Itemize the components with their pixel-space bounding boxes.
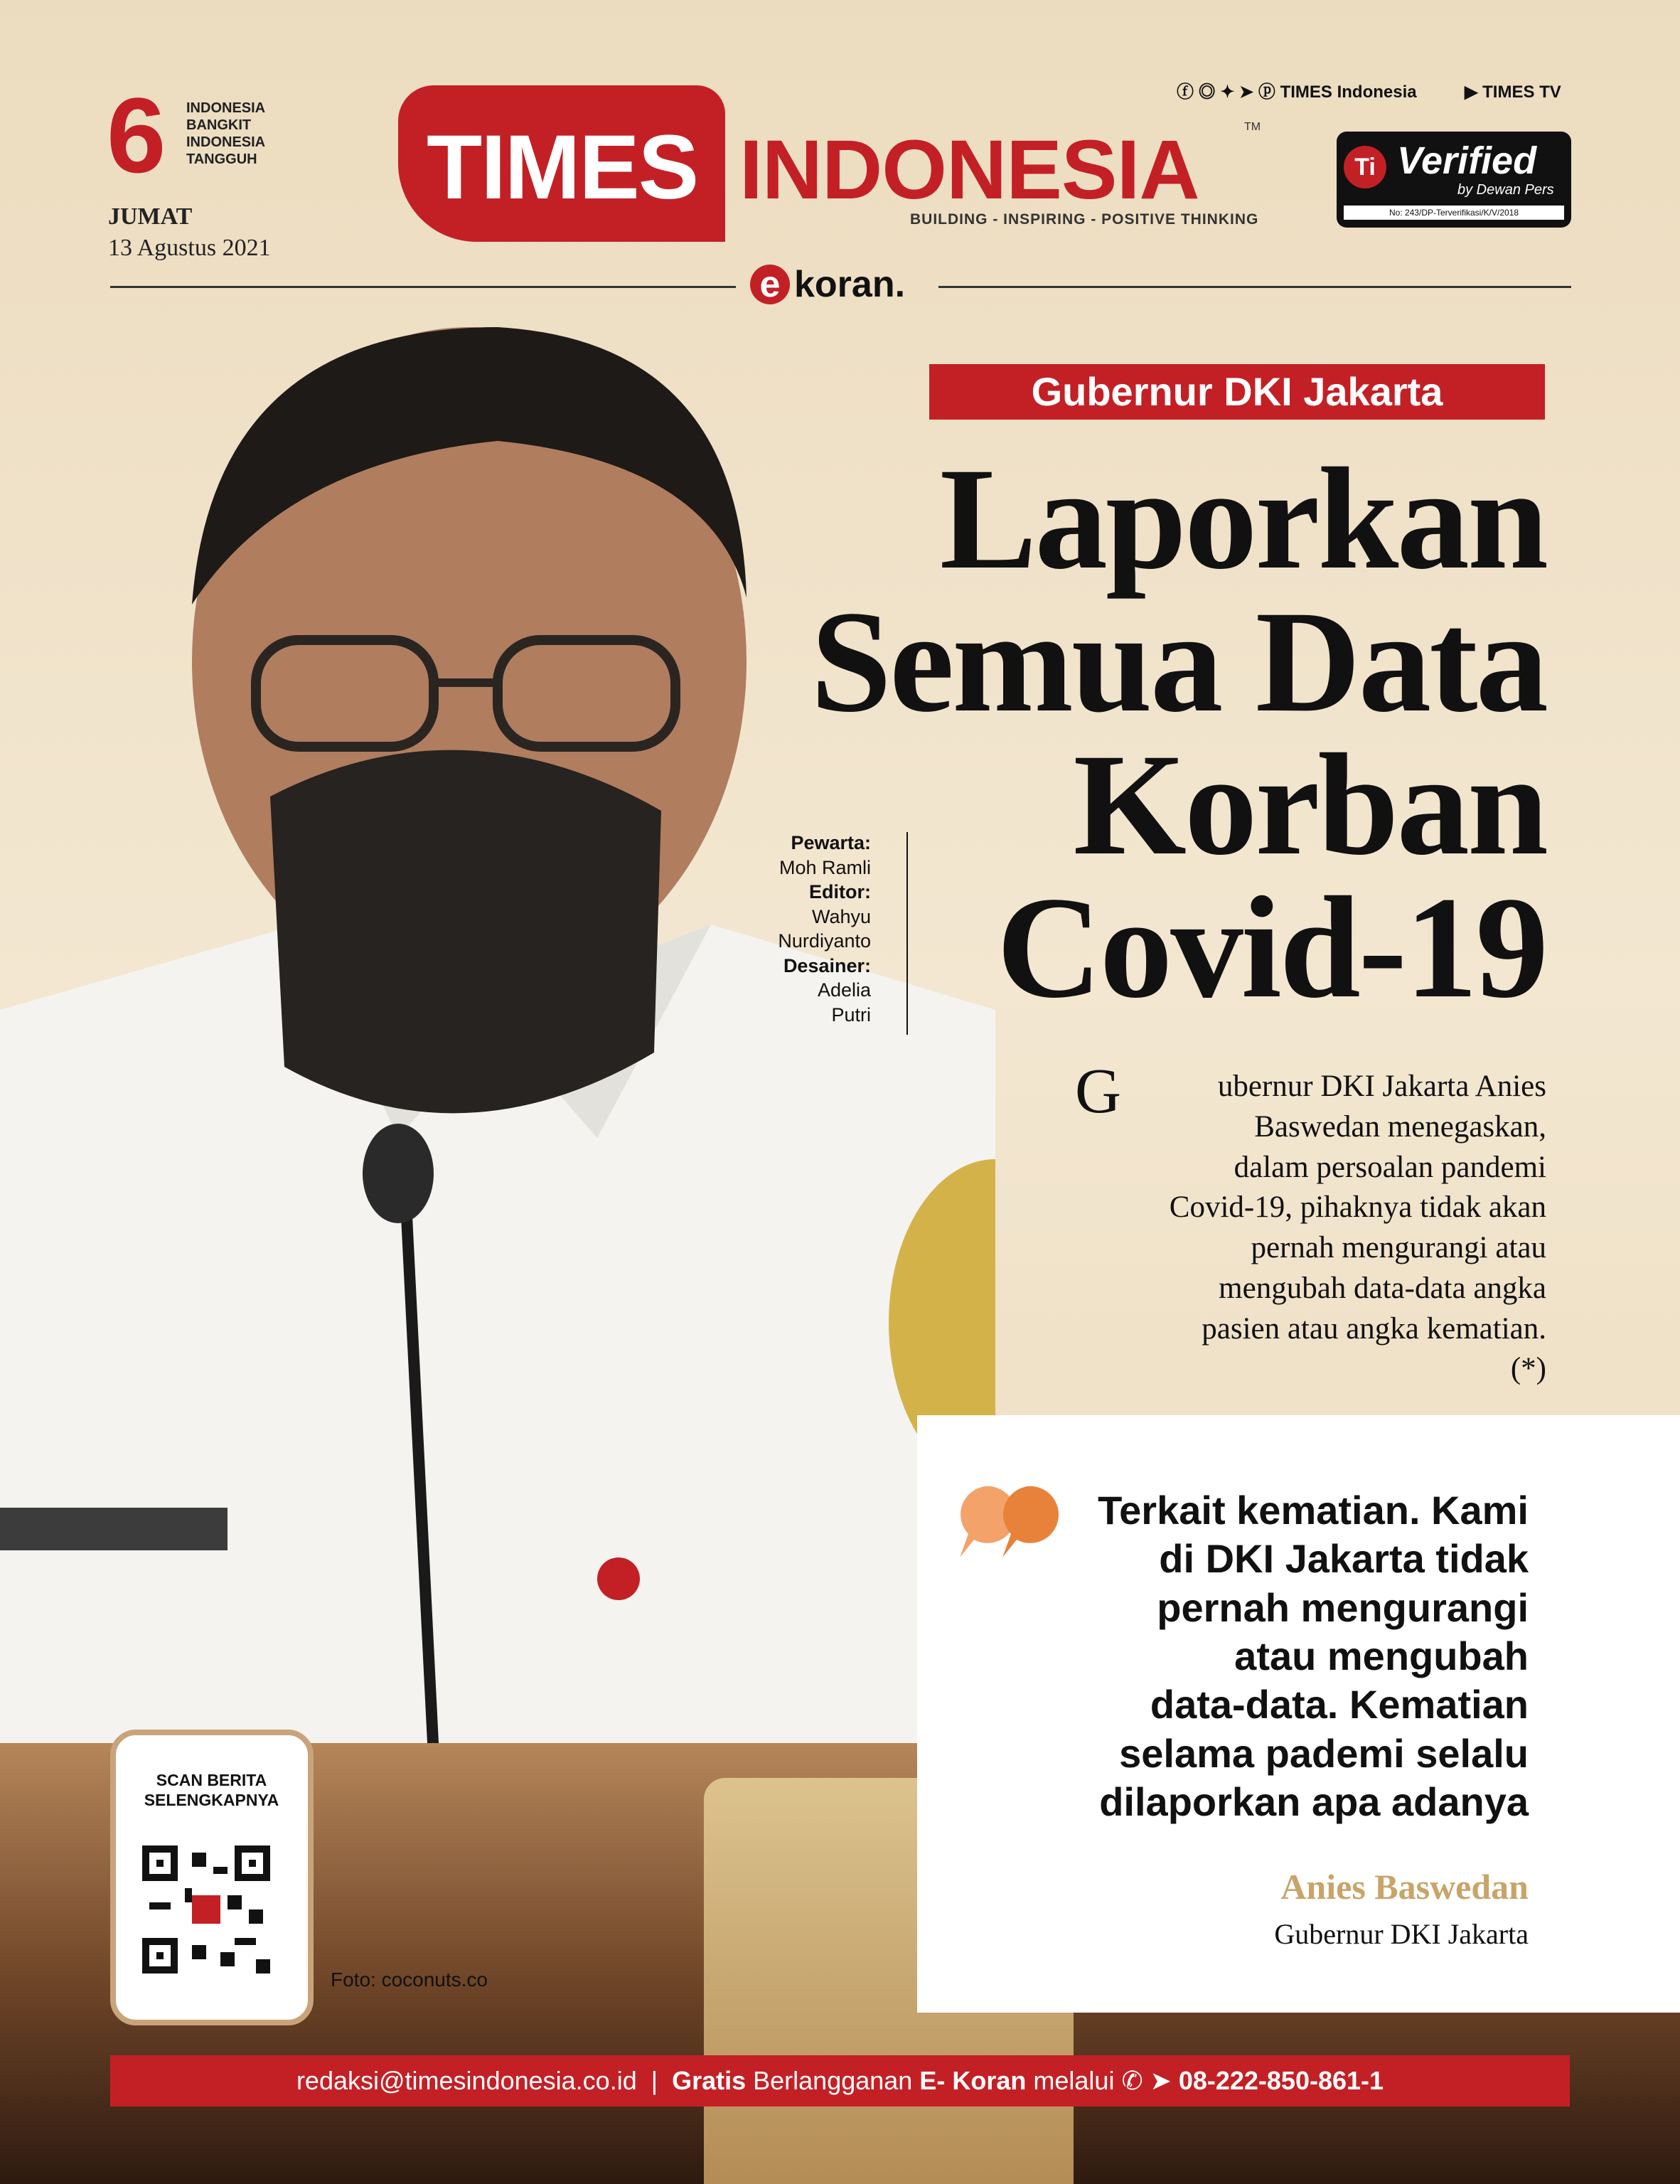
edition-label: koran. (794, 264, 906, 305)
pewarta-name: Moh Ramli (779, 856, 871, 878)
issue-day: JUMAT (108, 203, 193, 230)
divider-left (110, 286, 736, 288)
slogan-line: INDONESIA (186, 134, 266, 150)
kicker: Gubernur DKI Jakarta (929, 364, 1545, 420)
desainer-name: Putri (831, 1003, 871, 1026)
quote-line: Terkait kematian. Kami (1098, 1488, 1529, 1533)
facebook-icon[interactable]: ⓕ (1177, 82, 1194, 102)
footer-phone[interactable]: 08-222-850-861-1 (1178, 2066, 1384, 2095)
quote-line: di DKI Jakarta tidak (1159, 1536, 1529, 1582)
headline-line: Korban (1073, 723, 1546, 885)
instagram-icon[interactable]: ◎ (1198, 82, 1216, 102)
lead-line: pernah mengurangi atau (1251, 1231, 1546, 1264)
twitter-icon[interactable]: ✦ (1220, 82, 1235, 102)
verified-number: No: 243/DP-Terverifikasi/K/V/2018 (1344, 206, 1564, 220)
anniversary-slogan (186, 100, 265, 168)
editor-label: Editor: (809, 881, 871, 903)
trademark: TM (1244, 121, 1261, 133)
slogan-line: BANGKIT (186, 117, 252, 133)
ekoran-logo (750, 265, 905, 304)
quote-author: Anies Baswedan (1280, 1867, 1529, 1907)
lead-line: Baswedan menegaskan, (1254, 1109, 1546, 1144)
qr-code[interactable] (142, 1845, 270, 1973)
headline-line: Covid-19 (996, 866, 1546, 1028)
pewarta-label: Pewarta: (791, 832, 871, 853)
telegram-icon: ➤ (1150, 2066, 1172, 2095)
quote-line: dilaporkan apa adanya (1099, 1779, 1529, 1824)
verified-by: by Dewan Pers (1457, 182, 1554, 198)
quote-line: data-data. Kematian (1150, 1682, 1529, 1727)
tv-label[interactable]: TIMES TV (1482, 82, 1561, 102)
footer-email[interactable]: redaksi@timesindonesia.co.id (296, 2066, 637, 2095)
youtube-icon[interactable]: ▶ (1465, 82, 1478, 102)
slogan-line: TANGGUH (186, 151, 257, 167)
quote-line: selama pademi selalu (1119, 1730, 1529, 1776)
footer-gratis: Gratis (672, 2066, 747, 2095)
scan-line: SELENGKAPNYA (144, 1790, 279, 1809)
social-links[interactable] (1177, 84, 1417, 101)
lead-line: dalam persoalan pandemi (1234, 1150, 1546, 1184)
lead-line: (*) (1510, 1352, 1546, 1386)
slogan-line: INDONESIA (186, 100, 266, 116)
quote-line: atau mengubah (1234, 1633, 1529, 1678)
lead-line: pasien atau angka kematian. (1202, 1311, 1546, 1346)
footer-text-2: melalui (1033, 2066, 1115, 2095)
editor-name: Nurdiyanto (778, 930, 871, 952)
lead-dropcap: G (1075, 1056, 1121, 1126)
logo-times: TIMES (427, 117, 698, 218)
quote-text (1066, 1486, 1529, 1826)
footer-ekoran: E- Koran (919, 2066, 1027, 2095)
ti-icon: Ti (1344, 146, 1386, 188)
credits (697, 831, 871, 1027)
quote-author-role: Gubernur DKI Jakarta (1274, 1918, 1529, 1950)
footer-text-1: Berlangganan (753, 2066, 913, 2095)
anniversary-number: 6 (107, 75, 166, 195)
lead-line: mengubah data-data angka (1219, 1271, 1546, 1305)
lead-line: ubernur DKI Jakarta Anies (1217, 1070, 1546, 1103)
lead-line: Covid-19, pihaknya tidak akan (1169, 1190, 1546, 1225)
quote-bubble-icon (953, 1483, 1059, 1568)
photo-credit: Foto: coconuts.co (331, 1969, 488, 1991)
headline-line: Laporkan (939, 438, 1546, 600)
telegram-icon[interactable]: ➤ (1239, 82, 1254, 102)
headline-line: Semua Data (810, 580, 1546, 742)
quote-line: pernah mengurangi (1157, 1584, 1529, 1630)
credits-divider (906, 832, 908, 1035)
desainer-label: Desainer: (783, 954, 871, 976)
issue-date: 13 Agustus 2021 (108, 235, 271, 261)
lead-paragraph (1066, 1067, 1546, 1390)
tagline: BUILDING - INSPIRING - POSITIVE THINKING (910, 211, 1259, 228)
scan-line: SCAN BERITA (156, 1771, 267, 1789)
times-tv-link[interactable] (1465, 84, 1561, 101)
scan-label (124, 1771, 299, 1810)
logo-indonesia: INDONESIA (739, 123, 1199, 217)
verified-badge (1337, 132, 1571, 228)
desainer-name: Adelia (817, 979, 871, 1001)
footer-bar: redaksi@timesindonesia.co.id | Gratis Berlangganan E- Koran melalui ✆ ➤ 08-222-850-861-1 (110, 2055, 1570, 2106)
divider-right (938, 286, 1571, 288)
verified-title: Verified (1397, 139, 1537, 182)
pinterest-icon[interactable]: ⓟ (1258, 82, 1275, 102)
editor-name: Wahyu (811, 905, 871, 927)
whatsapp-icon: ✆ (1121, 2066, 1143, 2095)
e-icon: e (750, 265, 790, 304)
social-label[interactable]: TIMES Indonesia (1280, 82, 1417, 102)
